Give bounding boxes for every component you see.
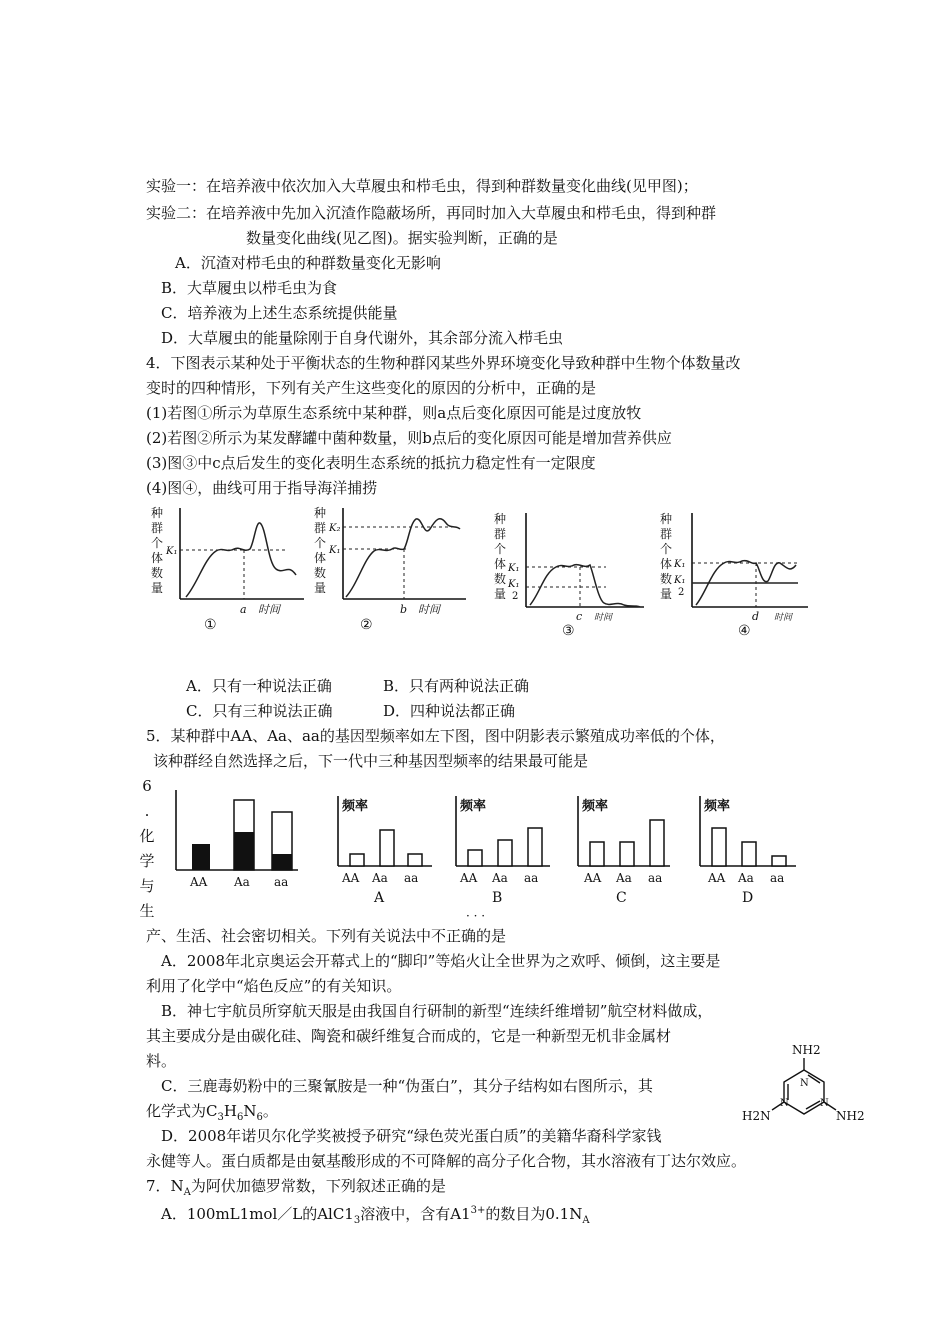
graph-3-xlabel: 时间 bbox=[594, 613, 613, 623]
graph-4-id: ④ bbox=[738, 623, 751, 639]
graph-2-xlabel: 时间 bbox=[418, 603, 440, 616]
svg-text:个: 个 bbox=[151, 536, 164, 550]
q6-vertical-3: 学 bbox=[139, 852, 155, 870]
q6-vertical-0: 6 bbox=[142, 777, 152, 795]
graph-2-k2: K₂ bbox=[329, 523, 341, 534]
text-line: 利用了化学中“焰色反应”的有关知识。 bbox=[146, 977, 402, 995]
svg-text:数: 数 bbox=[151, 566, 164, 580]
opt-c-label-0: AA bbox=[584, 871, 602, 885]
opt-c-label-2: aa bbox=[648, 871, 663, 885]
option-d: D．大草履虫的能量除刚于自身代谢外，其余部分流入栉毛虫 bbox=[161, 329, 564, 347]
graph-2-point: b bbox=[400, 603, 408, 616]
q4-option-b: B．只有两种说法正确 bbox=[383, 677, 530, 695]
statement-1: (1)若图①所示为草原生态系统中某种群，则a点后变化原因可能是过度放牧 bbox=[146, 404, 642, 422]
genotype-bar-charts bbox=[170, 788, 810, 913]
opt-b-label-0: AA bbox=[460, 871, 478, 885]
q7-a-part3: 的数目为0.1N bbox=[485, 1205, 583, 1223]
q4-option-d: D．四种说法都正确 bbox=[383, 702, 516, 720]
text-line: 实验二：在培养液中先加入沉渣作隐蔽场所，再同时加入大草履虫和栉毛虫，得到种群 bbox=[146, 204, 717, 222]
opt-b-bar-1 bbox=[498, 840, 512, 866]
graph-4-k1: K₁ bbox=[674, 559, 686, 570]
opt-b-bar-0 bbox=[468, 850, 482, 866]
svg-text:体: 体 bbox=[660, 557, 673, 571]
q7-stem: 为阿伏加德罗常数，下列叙述正确的是 bbox=[190, 1177, 446, 1195]
graph-3-half: 2 bbox=[512, 591, 519, 602]
option-c: C．培养液为上述生态系统提供能量 bbox=[161, 304, 398, 322]
question-7: 7．$N_A$为阿伏加德罗常数，下列叙述正确的是 bbox=[146, 1177, 446, 1198]
text-line: 数量变化曲线(见乙图)。据实验判断，正确的是 bbox=[246, 229, 558, 247]
q6-option-c: C．三鹿毒奶粉中的三聚氰胺是一种“伪蛋白”，其分子结构如右图所示，其 bbox=[161, 1077, 653, 1095]
opt-c-bar-2 bbox=[650, 820, 664, 866]
question-4: 4．下图表示某种处于平衡状态的生物种群冈某些外界环境变化导致种群中生物个体数量改 bbox=[146, 354, 741, 372]
q7-a-sub: 3 bbox=[353, 1215, 361, 1226]
q7-option-a bbox=[161, 1201, 590, 1231]
formula-prefix: 化学式为 bbox=[146, 1102, 207, 1120]
statement-2: (2)若图②所示为某发酵罐中菌种数量，则b点后的变化原因可能是增加营养供应 bbox=[146, 429, 672, 447]
option-b-chart bbox=[456, 796, 550, 906]
opt-a-bar-0 bbox=[350, 854, 364, 866]
option-b: B．大草履虫以栉毛虫为食 bbox=[161, 279, 338, 297]
option-a-freq: 频率 bbox=[342, 799, 369, 814]
molecule-right-group: NH2 bbox=[836, 1109, 865, 1123]
svg-text:个: 个 bbox=[494, 542, 507, 556]
graph-2 bbox=[314, 506, 466, 633]
svg-text:群: 群 bbox=[494, 527, 507, 541]
q6-vertical-5: 生 bbox=[139, 902, 155, 920]
statement-3: (3)图③中c点后发生的变化表明生态系统的抵抗力稳定性有一定限度 bbox=[146, 454, 596, 472]
emphasis-dots: · · · bbox=[466, 909, 486, 923]
text-line: 实验一：在培养液中依次加入大草履虫和栉毛虫，得到种群数量变化曲线(见甲图)； bbox=[146, 177, 698, 195]
source-label-0: AA bbox=[190, 875, 208, 889]
source-label-2: aa bbox=[274, 875, 289, 889]
option-d-freq: 频率 bbox=[704, 799, 731, 814]
svg-text:N: N bbox=[820, 1098, 829, 1109]
opt-a-bar-1 bbox=[380, 830, 394, 866]
svg-text:体: 体 bbox=[314, 551, 327, 565]
q6-option-d: D．2008年诺贝尔化学奖被授予研究“绿色荧光蛋白质”的美籍华裔科学家钱 bbox=[161, 1127, 662, 1145]
graph-1-xlabel: 时间 bbox=[258, 603, 280, 616]
melamine-structure bbox=[740, 1040, 870, 1130]
svg-text:量: 量 bbox=[314, 581, 327, 595]
svg-text:量: 量 bbox=[494, 587, 507, 601]
svg-text:量: 量 bbox=[151, 581, 164, 595]
q7-a-sup: 3+ bbox=[470, 1205, 486, 1216]
graph-3-k2: K₁ bbox=[508, 579, 520, 590]
svg-text:数: 数 bbox=[494, 572, 507, 586]
question-5: 5．某种群中AA、Aa、aa的基因型频率如左下图，图中阴影表示繁殖成功率低的个体， bbox=[146, 727, 725, 745]
opt-a-bar-2 bbox=[408, 854, 422, 866]
q6-option-a: A．2008年北京奥运会开幕式上的“脚印”等焰火让全世界为之欢呼、倾倒，这主要是 bbox=[161, 952, 721, 970]
text-line: 该种群经自然选择之后，下一代中三种基因型频率的结果最可能是 bbox=[153, 752, 589, 770]
option-c-freq: 频率 bbox=[582, 799, 609, 814]
q6-vertical-1: . bbox=[144, 802, 150, 820]
svg-text:体: 体 bbox=[151, 551, 164, 565]
opt-c-label-1: Aa bbox=[616, 871, 632, 885]
graph-4-xlabel: 时间 bbox=[774, 613, 793, 623]
svg-text:个: 个 bbox=[660, 542, 673, 556]
option-b-freq: 频率 bbox=[460, 799, 487, 814]
graph-2-k1: K₁ bbox=[329, 545, 341, 556]
graph-4-point: d bbox=[752, 610, 760, 623]
svg-text:群: 群 bbox=[314, 521, 327, 535]
bar-aa-recessive-shade bbox=[272, 854, 292, 870]
text-line: 料。 bbox=[146, 1052, 177, 1070]
bar-aa-dominant bbox=[192, 844, 210, 870]
graph-1-k: K₁ bbox=[166, 546, 178, 557]
opt-d-label-1: Aa bbox=[738, 871, 754, 885]
svg-text:体: 体 bbox=[494, 557, 507, 571]
graph-3-k1: K₁ bbox=[508, 563, 520, 574]
opt-d-label-2: aa bbox=[770, 871, 785, 885]
q4-option-a: A．只有一种说法正确 bbox=[186, 677, 332, 695]
graph-1-id: ① bbox=[204, 617, 217, 633]
q6-option-b: B．神七宇航员所穿航天服是由我国自行研制的新型“连续纤维增韧”航空材料做成， bbox=[161, 1002, 713, 1020]
graph-2-id: ② bbox=[360, 617, 373, 633]
opt-c-bar-0 bbox=[590, 842, 604, 866]
text-line: 变时的四种情形，下列有关产生这些变化的原因的分析中，正确的是 bbox=[146, 379, 597, 397]
opt-b-bar-2 bbox=[528, 828, 542, 866]
opt-c-bar-1 bbox=[620, 842, 634, 866]
q6-vertical-4: 与 bbox=[139, 877, 155, 895]
graph-4-k2: K₁ bbox=[674, 575, 686, 586]
statement-4: (4)图④，曲线可用于指导海洋捕捞 bbox=[146, 479, 378, 497]
text-line: 永健等人。蛋白质都是由氨基酸形成的不可降解的高分子化合物，其水溶液有丁达尔效应。 bbox=[146, 1152, 747, 1170]
opt-d-bar-0 bbox=[712, 828, 726, 866]
graph-4 bbox=[660, 512, 808, 639]
svg-text:群: 群 bbox=[660, 527, 673, 541]
option-a: A．沉渣对栉毛虫的种群数量变化无影响 bbox=[175, 254, 441, 272]
svg-text:群: 群 bbox=[151, 521, 164, 535]
graph-4-half: 2 bbox=[678, 587, 685, 598]
opt-c-id: C bbox=[616, 890, 627, 906]
graph-1 bbox=[151, 506, 304, 633]
opt-b-label-1: Aa bbox=[492, 871, 508, 885]
q7-a-sub2: A bbox=[582, 1215, 590, 1226]
graph-3 bbox=[494, 512, 644, 639]
text-line: 其主要成分是由碳化硅、陶瓷和碳纤维复合而成的，它是一种新型无机非金属材 bbox=[146, 1027, 672, 1045]
svg-text:数: 数 bbox=[314, 566, 327, 580]
option-c-chart bbox=[578, 796, 670, 906]
svg-text:N: N bbox=[780, 1098, 789, 1109]
graph-1-ylabel-1: 种 bbox=[151, 506, 164, 520]
svg-text:N: N bbox=[800, 1078, 809, 1089]
source-chart bbox=[176, 790, 298, 889]
melamine-formula: $C_3H_6N_6$ bbox=[206, 1102, 263, 1123]
population-graphs bbox=[146, 503, 816, 643]
opt-a-label-0: AA bbox=[342, 871, 360, 885]
opt-d-id: D bbox=[742, 890, 754, 906]
opt-a-label-2: aa bbox=[404, 871, 419, 885]
bar-hetero-shade bbox=[234, 832, 254, 870]
opt-d-bar-1 bbox=[742, 842, 756, 866]
option-d-chart bbox=[700, 796, 796, 906]
q7-a-part2: 溶液中，含有A1 bbox=[360, 1205, 471, 1223]
svg-text:种: 种 bbox=[314, 506, 327, 520]
q7-number: 7． bbox=[146, 1177, 171, 1195]
svg-text:个: 个 bbox=[314, 536, 327, 550]
option-a-chart bbox=[338, 796, 432, 906]
formula-line: 化学式为$C_3H_6N_6$。 bbox=[146, 1102, 278, 1123]
opt-b-id: B bbox=[492, 890, 503, 906]
molecule-top-group: NH2 bbox=[792, 1043, 821, 1057]
svg-text:种: 种 bbox=[660, 512, 673, 526]
opt-a-label-1: Aa bbox=[372, 871, 388, 885]
source-label-1: Aa bbox=[234, 875, 250, 889]
molecule-left-group: H2N bbox=[742, 1109, 771, 1123]
opt-d-label-0: AA bbox=[708, 871, 726, 885]
graph-3-id: ③ bbox=[562, 623, 575, 639]
svg-text:数: 数 bbox=[660, 572, 673, 586]
graph-1-point: a bbox=[240, 603, 247, 616]
svg-text:种: 种 bbox=[494, 512, 507, 526]
opt-a-id: A bbox=[374, 890, 385, 906]
opt-b-label-2: aa bbox=[524, 871, 539, 885]
q6-vertical-2: 化 bbox=[139, 827, 155, 845]
q4-option-c: C．只有三种说法正确 bbox=[186, 702, 333, 720]
q7-a-part1: A．100mL1mol／L的AlC1 bbox=[161, 1205, 354, 1223]
svg-text:量: 量 bbox=[660, 587, 673, 601]
text-line: 产、生活、社会密切相关。下列有关说法中不正确的是 bbox=[146, 927, 507, 945]
opt-d-bar-2 bbox=[772, 856, 786, 866]
graph-3-point: c bbox=[576, 610, 583, 623]
